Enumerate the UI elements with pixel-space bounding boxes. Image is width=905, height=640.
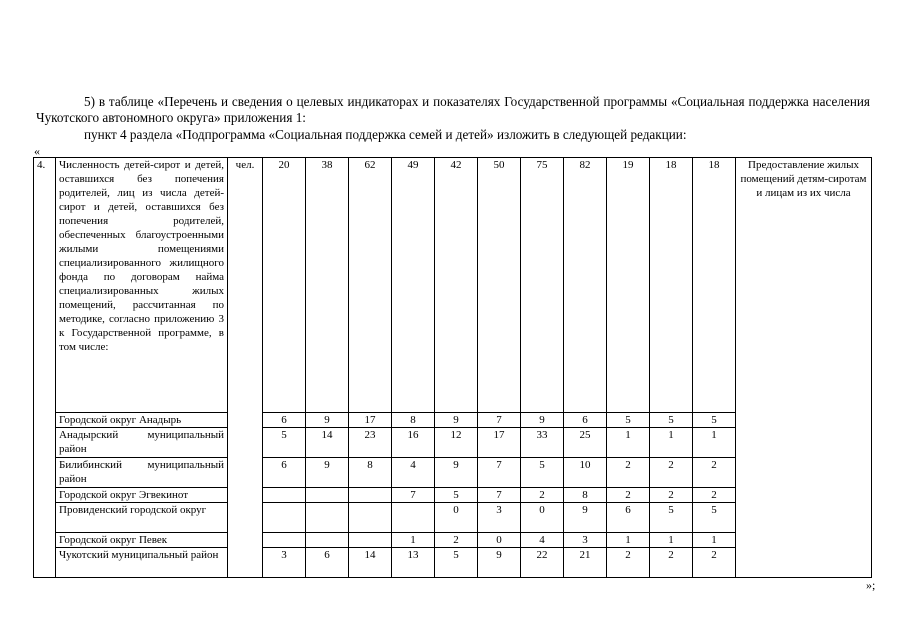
district-value — [349, 503, 392, 533]
district-value: 5 — [435, 548, 478, 578]
note-cell: Предоставление жилых помещений детям-сиротам и лицам из их числа — [736, 158, 872, 578]
district-value: 23 — [349, 428, 392, 458]
district-value: 10 — [564, 458, 607, 488]
district-name: Билибинский муниципальный район — [56, 458, 228, 488]
district-value — [306, 533, 349, 548]
table-row-total — [34, 158, 872, 413]
district-value — [263, 503, 306, 533]
district-value: 7 — [392, 488, 435, 503]
total-value: 20 — [263, 158, 306, 413]
district-value: 3 — [478, 503, 521, 533]
district-value: 5 — [650, 413, 693, 428]
district-value: 2 — [607, 548, 650, 578]
district-value: 7 — [478, 413, 521, 428]
district-value: 25 — [564, 428, 607, 458]
district-value: 1 — [650, 533, 693, 548]
district-value: 2 — [650, 488, 693, 503]
district-name: Провиденский городской округ — [56, 503, 228, 533]
district-value: 5 — [607, 413, 650, 428]
district-value — [306, 488, 349, 503]
district-value — [263, 488, 306, 503]
district-value: 4 — [521, 533, 564, 548]
district-value: 17 — [349, 413, 392, 428]
total-value: 62 — [349, 158, 392, 413]
district-value: 17 — [478, 428, 521, 458]
district-value: 3 — [564, 533, 607, 548]
district-value: 8 — [564, 488, 607, 503]
district-value: 9 — [564, 503, 607, 533]
district-value: 2 — [650, 548, 693, 578]
district-value: 9 — [478, 548, 521, 578]
district-value: 1 — [392, 533, 435, 548]
district-value: 3 — [263, 548, 306, 578]
district-value: 22 — [521, 548, 564, 578]
district-name: Городской округ Анадырь — [56, 413, 228, 428]
district-value — [306, 503, 349, 533]
district-value: 6 — [263, 413, 306, 428]
district-value — [349, 533, 392, 548]
district-value: 1 — [607, 428, 650, 458]
district-value: 8 — [349, 458, 392, 488]
district-value: 8 — [392, 413, 435, 428]
total-value: 19 — [607, 158, 650, 413]
total-value: 49 — [392, 158, 435, 413]
district-value: 1 — [607, 533, 650, 548]
district-value: 9 — [306, 458, 349, 488]
district-value: 6 — [263, 458, 306, 488]
total-value: 50 — [478, 158, 521, 413]
district-value: 1 — [650, 428, 693, 458]
district-value: 2 — [693, 458, 736, 488]
district-value — [349, 488, 392, 503]
district-value: 7 — [478, 458, 521, 488]
district-value: 2 — [693, 488, 736, 503]
district-value: 5 — [693, 503, 736, 533]
district-value: 2 — [650, 458, 693, 488]
indicator-name: Численность детей-сирот и детей, оставшихся без попечения родителей, лиц из числа детей-сирот и детей, оставшихся без попечения родителей, обеспеченных благоустроенными жилыми помещениями специализированного жилищного фонда по договорам найма специализированных жилых помещений, рассчитанная по методике, согласно приложению 3 к Государственной программе, в том числе: — [56, 158, 228, 413]
district-name: Чукотский муниципальный район — [56, 548, 228, 578]
district-name: Городской округ Певек — [56, 533, 228, 548]
district-value: 14 — [306, 428, 349, 458]
district-value: 2 — [607, 458, 650, 488]
district-value: 2 — [607, 488, 650, 503]
unit-cell: чел. — [228, 158, 263, 578]
district-value: 9 — [435, 458, 478, 488]
intro-paragraph-2: пункт 4 раздела «Подпрограмма «Социальная поддержка семей и детей» изложить в следующей редакции: — [84, 127, 687, 142]
total-value: 38 — [306, 158, 349, 413]
district-value: 6 — [564, 413, 607, 428]
district-value: 9 — [306, 413, 349, 428]
district-name: Городской округ Эгвекинот — [56, 488, 228, 503]
district-value — [263, 533, 306, 548]
district-value: 14 — [349, 548, 392, 578]
district-value: 1 — [693, 533, 736, 548]
district-value: 5 — [693, 413, 736, 428]
district-value: 0 — [478, 533, 521, 548]
district-value: 12 — [435, 428, 478, 458]
district-value: 13 — [392, 548, 435, 578]
district-value: 0 — [435, 503, 478, 533]
opening-quote: « — [34, 144, 40, 158]
district-value: 21 — [564, 548, 607, 578]
district-value: 6 — [306, 548, 349, 578]
intro-paragraph-1: 5) в таблице «Перечень и сведения о целевых индикаторах и показателях Государственной программы «Социальная поддержка населения Чукотского автономного округа» приложения 1: — [36, 94, 870, 125]
total-value: 42 — [435, 158, 478, 413]
district-name: Анадырский муниципальный район — [56, 428, 228, 458]
district-value: 5 — [263, 428, 306, 458]
district-value — [392, 503, 435, 533]
district-value: 5 — [650, 503, 693, 533]
district-value: 2 — [521, 488, 564, 503]
row-index: 4. — [34, 158, 56, 578]
district-value: 5 — [435, 488, 478, 503]
district-value: 9 — [435, 413, 478, 428]
district-value: 2 — [693, 548, 736, 578]
district-value: 9 — [521, 413, 564, 428]
total-value: 82 — [564, 158, 607, 413]
district-value: 5 — [521, 458, 564, 488]
district-value: 33 — [521, 428, 564, 458]
district-value: 16 — [392, 428, 435, 458]
closing-quote: »; — [866, 578, 876, 592]
district-value: 0 — [521, 503, 564, 533]
district-value: 6 — [607, 503, 650, 533]
total-value: 18 — [693, 158, 736, 413]
district-value: 2 — [435, 533, 478, 548]
district-value: 1 — [693, 428, 736, 458]
district-value: 4 — [392, 458, 435, 488]
total-value: 18 — [650, 158, 693, 413]
district-value: 7 — [478, 488, 521, 503]
indicator-table — [33, 157, 872, 578]
total-value: 75 — [521, 158, 564, 413]
